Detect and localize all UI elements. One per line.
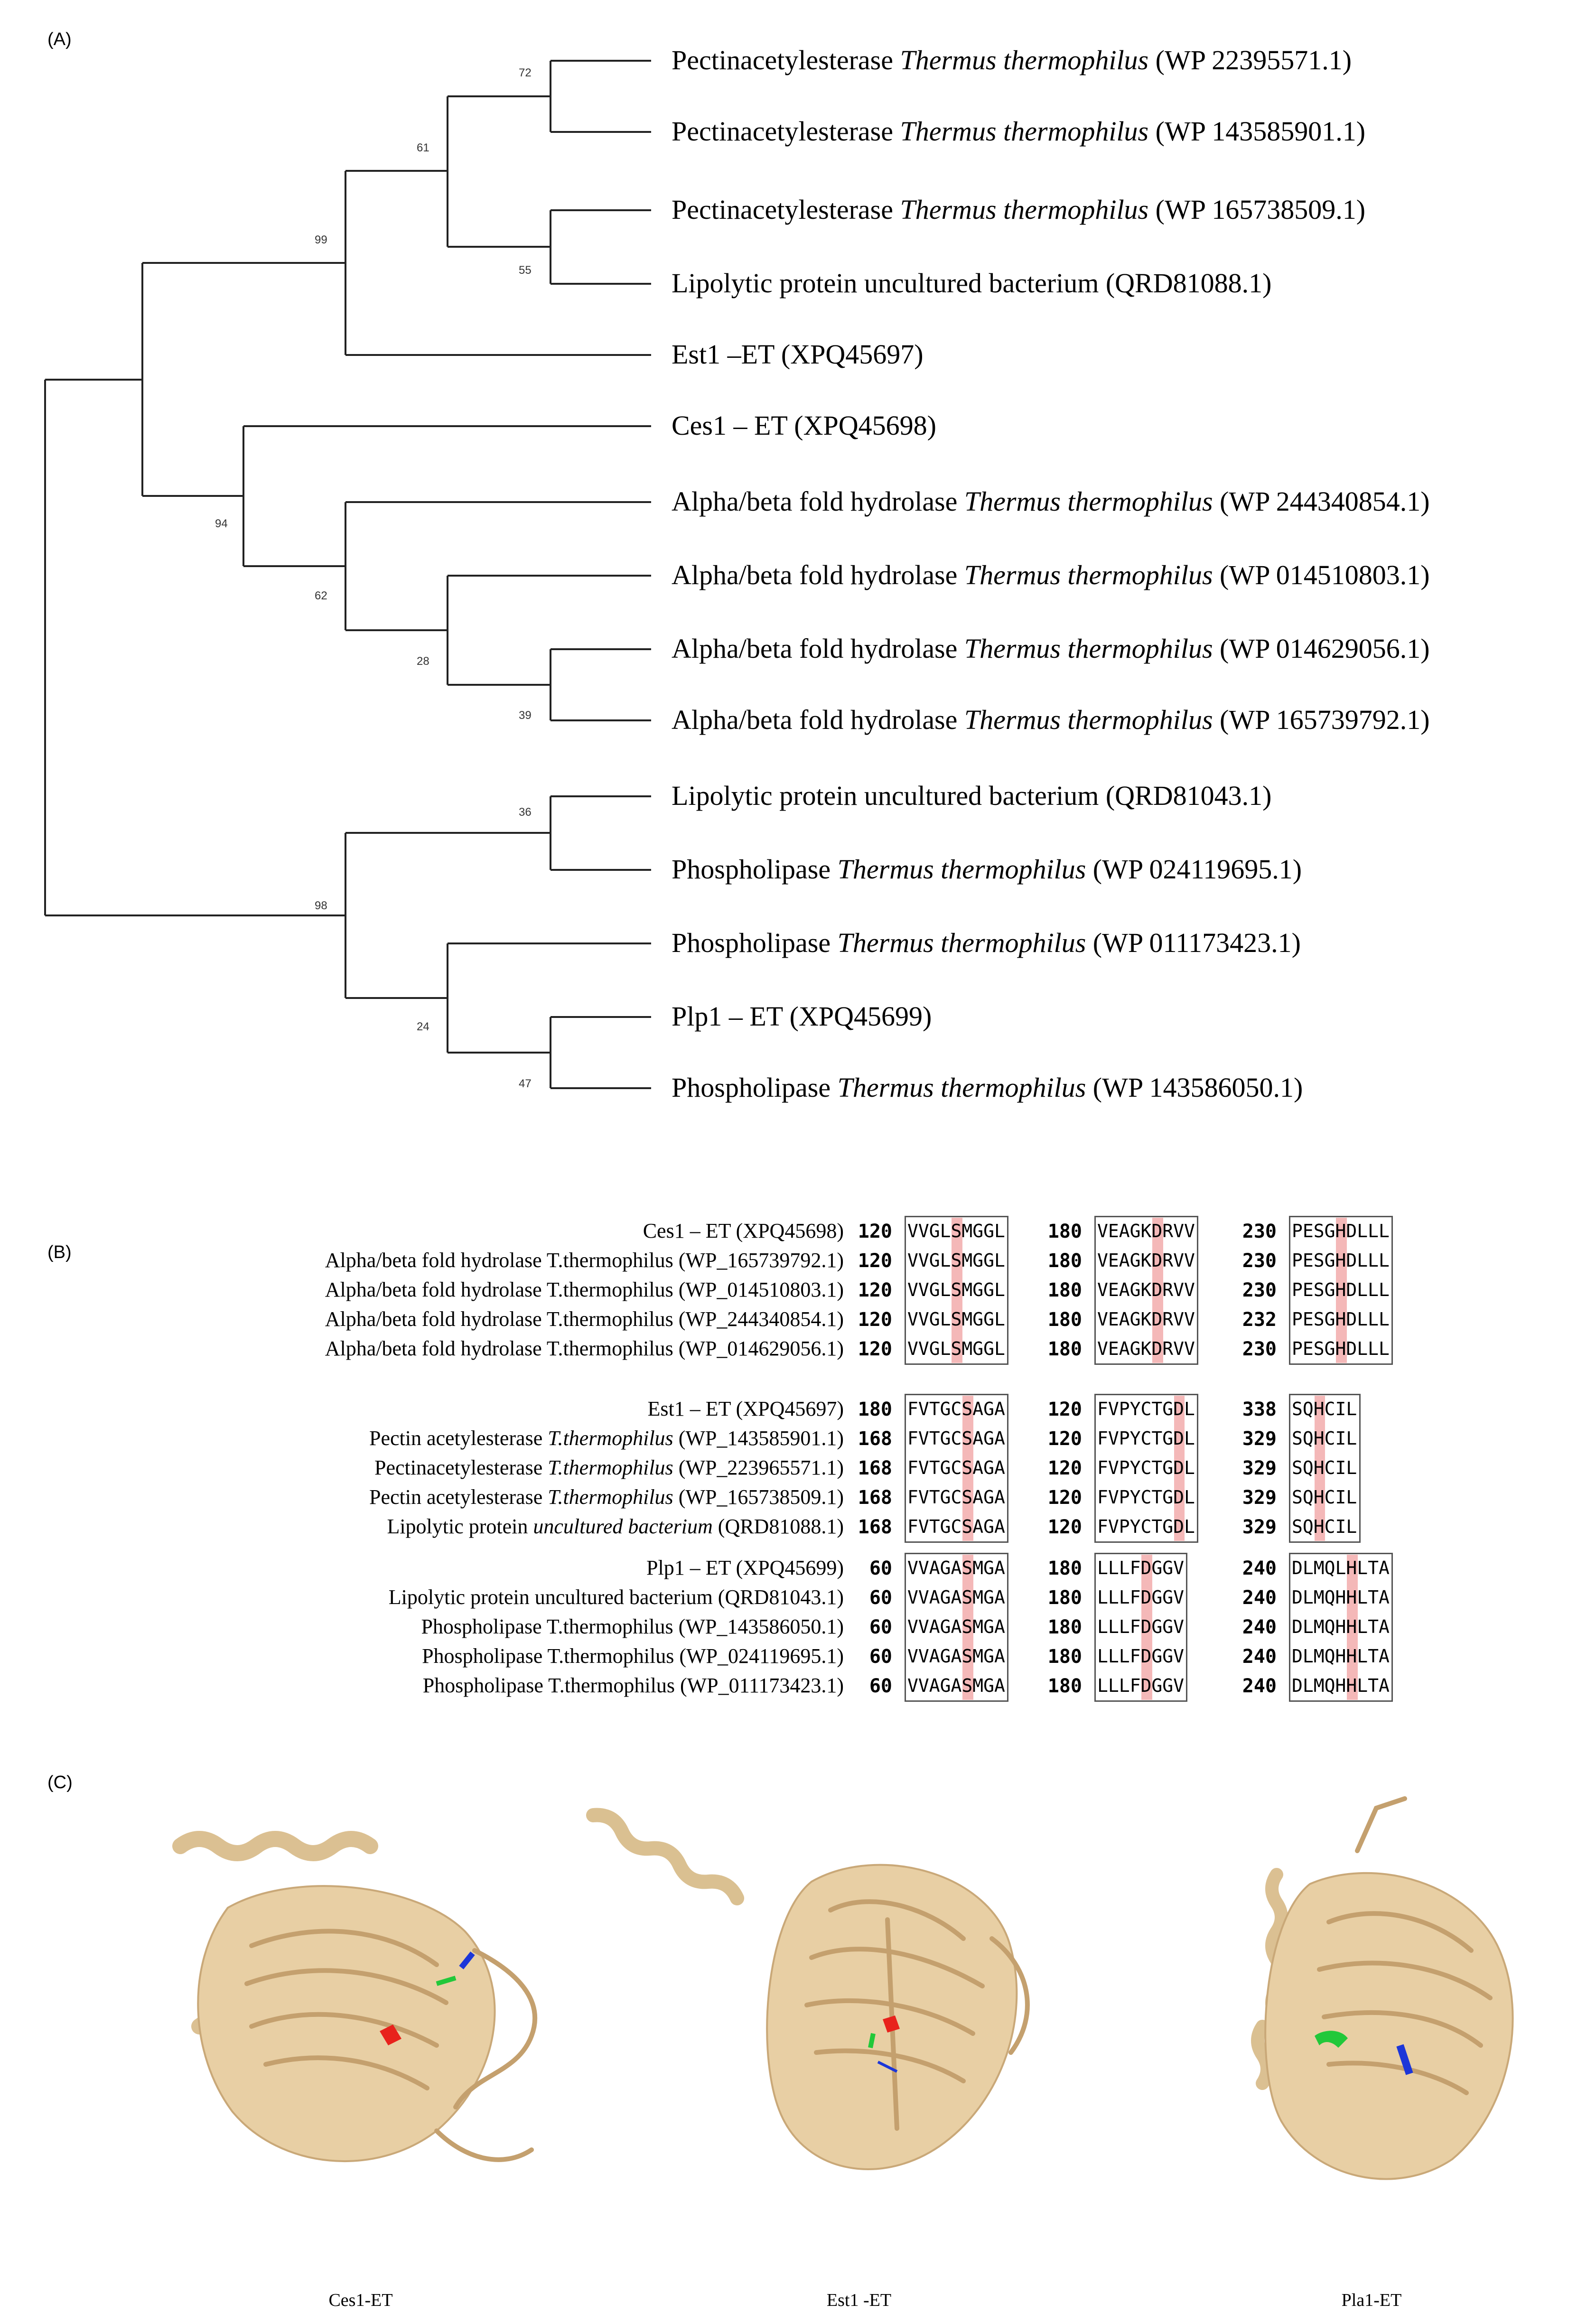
residue-position: 240 bbox=[1242, 1587, 1277, 1609]
panel-label-b: (B) bbox=[47, 1242, 72, 1262]
label-text: (WP 165739792.1) bbox=[1213, 704, 1430, 735]
label-text: Pectinacetylesterase bbox=[672, 45, 900, 75]
sequence-name bbox=[643, 1219, 844, 1243]
label-italic-text: Thermus thermophilus bbox=[900, 45, 1149, 75]
sequence-segment: DLMQHHLTA bbox=[1292, 1616, 1390, 1637]
structure-caption-ces1: Ces1-ET bbox=[328, 2290, 393, 2310]
sequence-segment: PESGHDLLL bbox=[1292, 1221, 1390, 1241]
residue-position: 120 bbox=[1047, 1428, 1082, 1450]
structure-ces1-image bbox=[171, 1827, 598, 2197]
label-italic-text: Thermus thermophilus bbox=[964, 486, 1213, 517]
label-text: Phospholipase T.thermophilus (WP_024119695.1) bbox=[422, 1644, 844, 1668]
label-text: Phospholipase bbox=[672, 1072, 838, 1103]
residue-position: 120 bbox=[858, 1309, 892, 1331]
residue-position: 329 bbox=[1242, 1516, 1277, 1538]
label-text: (WP 22395571.1) bbox=[1148, 45, 1352, 75]
sequence-segment: VVAGASMGA bbox=[907, 1616, 1005, 1637]
alignment-row bbox=[0, 1274, 1596, 1303]
tree-leaf-label bbox=[672, 488, 1430, 515]
sequence-segment: SQHCIL bbox=[1292, 1399, 1357, 1419]
label-italic-text: T.thermophilus bbox=[548, 1485, 673, 1509]
tree-leaf-label bbox=[672, 929, 1301, 957]
alignment-row bbox=[0, 1422, 1596, 1452]
residue-position: 180 bbox=[1047, 1675, 1082, 1697]
sequence-segment: DLMQLHLTA bbox=[1292, 1558, 1390, 1578]
sequence-segment: DLMQHHLTA bbox=[1292, 1675, 1390, 1696]
label-text: Alpha/beta fold hydrolase T.thermophilus (WP_244340854.1) bbox=[325, 1307, 844, 1331]
alignment-row bbox=[0, 1481, 1596, 1511]
residue-position: 120 bbox=[858, 1338, 892, 1360]
label-text: Plp1 – ET (XPQ45699) bbox=[672, 1001, 932, 1032]
label-italic-text: Thermus thermophilus bbox=[900, 194, 1149, 225]
structure-est1-image bbox=[584, 1796, 1082, 2223]
sequence-name bbox=[369, 1485, 844, 1509]
residue-position: 120 bbox=[858, 1250, 892, 1272]
sequence-segment: VVGLSMGGL bbox=[907, 1250, 1005, 1271]
residue-position: 120 bbox=[1047, 1399, 1082, 1420]
tree-leaf-label bbox=[672, 412, 936, 439]
residue-position: 180 bbox=[1047, 1279, 1082, 1301]
sequence-segment: VEAGKDRVV bbox=[1097, 1221, 1195, 1241]
label-italic-text: Thermus thermophilus bbox=[964, 560, 1213, 590]
residue-position: 180 bbox=[1047, 1338, 1082, 1360]
sequence-segment: FVPYCTGDL bbox=[1097, 1428, 1195, 1449]
residue-position: 180 bbox=[1047, 1587, 1082, 1609]
bootstrap-value: 39 bbox=[519, 709, 532, 722]
residue-position: 60 bbox=[869, 1675, 892, 1697]
tree-leaf-label bbox=[672, 47, 1352, 74]
label-text: Pectinacetylesterase bbox=[672, 194, 900, 225]
label-text: Alpha/beta fold hydrolase T.thermophilus (WP_165739792.1) bbox=[325, 1249, 844, 1272]
residue-position: 60 bbox=[869, 1616, 892, 1638]
label-text: Alpha/beta fold hydrolase bbox=[672, 486, 964, 517]
tree-leaf-label bbox=[672, 270, 1271, 297]
residue-position: 240 bbox=[1242, 1675, 1277, 1697]
label-text: (WP 011173423.1) bbox=[1086, 927, 1301, 958]
bootstrap-value: 72 bbox=[519, 66, 532, 79]
sequence-segment: VVGLSMGGL bbox=[907, 1309, 1005, 1330]
label-italic-text: Thermus thermophilus bbox=[837, 1072, 1086, 1103]
sequence-segment: PESGHDLLL bbox=[1292, 1279, 1390, 1300]
sequence-name bbox=[646, 1556, 844, 1580]
label-text: (WP_165738509.1) bbox=[673, 1485, 844, 1509]
tree-leaf-label bbox=[672, 706, 1430, 734]
sequence-segment: VVAGASMGA bbox=[907, 1646, 1005, 1667]
residue-position: 120 bbox=[1047, 1487, 1082, 1509]
alignment-row bbox=[0, 1552, 1596, 1581]
sequence-segment: LLLFDGGV bbox=[1097, 1675, 1185, 1696]
residue-position: 240 bbox=[1242, 1646, 1277, 1668]
label-text: Phospholipase T.thermophilus (WP_011173423.1) bbox=[422, 1674, 844, 1697]
sequence-name bbox=[374, 1455, 844, 1480]
sequence-name bbox=[325, 1336, 844, 1361]
label-text: (WP 024119695.1) bbox=[1086, 854, 1302, 885]
residue-position: 329 bbox=[1242, 1487, 1277, 1509]
residue-position: 230 bbox=[1242, 1221, 1277, 1242]
sequence-segment: PESGHDLLL bbox=[1292, 1338, 1390, 1359]
residue-position: 180 bbox=[1047, 1646, 1082, 1668]
alignment-row bbox=[0, 1393, 1596, 1422]
sequence-name bbox=[325, 1307, 844, 1331]
residue-position: 329 bbox=[1242, 1457, 1277, 1479]
label-italic-text: Thermus thermophilus bbox=[964, 704, 1213, 735]
structure-pla1-image bbox=[1205, 1789, 1585, 2216]
label-text: Lipolytic protein uncultured bacterium (QRD81088.1) bbox=[672, 268, 1272, 299]
sequence-segment: PESGHDLLL bbox=[1292, 1309, 1390, 1330]
sequence-segment: VEAGKDRVV bbox=[1097, 1250, 1195, 1271]
residue-position: 180 bbox=[858, 1399, 892, 1420]
alignment-row bbox=[0, 1611, 1596, 1640]
alignment-row bbox=[0, 1244, 1596, 1274]
alignment-row bbox=[0, 1215, 1596, 1244]
sequence-segment: VVGLSMGGL bbox=[907, 1279, 1005, 1300]
sequence-name bbox=[423, 1673, 844, 1698]
tree-leaf-label bbox=[672, 196, 1365, 224]
label-italic-text: Thermus thermophilus bbox=[964, 633, 1213, 664]
bootstrap-value: 28 bbox=[417, 655, 429, 668]
sequence-segment: VVAGASMGA bbox=[907, 1675, 1005, 1696]
tree-leaf-label bbox=[672, 782, 1271, 810]
residue-position: 180 bbox=[1047, 1309, 1082, 1331]
label-text: (WP 244340854.1) bbox=[1213, 486, 1430, 517]
sequence-name bbox=[422, 1644, 844, 1668]
sequence-name bbox=[369, 1426, 844, 1450]
residue-position: 60 bbox=[869, 1558, 892, 1579]
residue-position: 230 bbox=[1242, 1338, 1277, 1360]
bootstrap-value: 36 bbox=[519, 806, 532, 819]
sequence-segment: SQHCIL bbox=[1292, 1487, 1357, 1508]
tree-leaf-label bbox=[672, 1074, 1303, 1101]
label-text: Lipolytic protein bbox=[387, 1515, 533, 1538]
alignment-row bbox=[0, 1511, 1596, 1540]
bootstrap-value: 55 bbox=[519, 264, 532, 277]
label-italic-text: Thermus thermophilus bbox=[837, 854, 1086, 885]
residue-position: 232 bbox=[1242, 1309, 1277, 1331]
sequence-segment: FVTGCSAGA bbox=[907, 1399, 1005, 1419]
bootstrap-value: 61 bbox=[417, 141, 429, 154]
label-text: (WP_143585901.1) bbox=[673, 1427, 844, 1450]
tree-leaf-label bbox=[672, 856, 1302, 883]
tree-leaf-label bbox=[672, 1003, 932, 1030]
tree-leaf-label bbox=[672, 341, 924, 368]
residue-position: 120 bbox=[858, 1221, 892, 1242]
alignment-row bbox=[0, 1581, 1596, 1611]
sequence-segment: FVPYCTGDL bbox=[1097, 1457, 1195, 1478]
residue-position: 120 bbox=[1047, 1457, 1082, 1479]
label-text: Phospholipase bbox=[672, 927, 838, 958]
sequence-segment: VVAGASMGA bbox=[907, 1558, 1005, 1578]
label-text: Pectinacetylesterase bbox=[672, 116, 900, 147]
label-text: (QRD81088.1) bbox=[712, 1515, 844, 1538]
residue-position: 338 bbox=[1242, 1399, 1277, 1420]
structure-caption-pla1: Pla1-ET bbox=[1341, 2290, 1402, 2310]
sequence-name bbox=[389, 1585, 844, 1609]
residue-position: 230 bbox=[1242, 1279, 1277, 1301]
sequence-name bbox=[387, 1514, 844, 1539]
label-text: Lipolytic protein uncultured bacterium (QRD81043.1) bbox=[672, 780, 1272, 811]
label-text: (WP_223965571.1) bbox=[673, 1456, 844, 1479]
sequence-segment: VVGLSMGGL bbox=[907, 1338, 1005, 1359]
sequence-name bbox=[647, 1397, 844, 1421]
label-text: Est1 –ET (XPQ45697) bbox=[672, 339, 924, 370]
sequence-segment: VVGLSMGGL bbox=[907, 1221, 1005, 1241]
label-text: Alpha/beta fold hydrolase bbox=[672, 704, 964, 735]
residue-position: 60 bbox=[869, 1646, 892, 1668]
label-italic-text: T.thermophilus bbox=[548, 1427, 673, 1450]
label-text: Lipolytic protein uncultured bacterium (QRD81043.1) bbox=[388, 1586, 844, 1609]
sequence-segment: FVTGCSAGA bbox=[907, 1487, 1005, 1508]
label-text: Phospholipase T.thermophilus (WP_143586050.1) bbox=[421, 1615, 844, 1638]
alignment-row bbox=[0, 1303, 1596, 1333]
sequence-segment: DLMQHHLTA bbox=[1292, 1646, 1390, 1667]
residue-position: 180 bbox=[1047, 1250, 1082, 1272]
sequence-segment: VVAGASMGA bbox=[907, 1587, 1005, 1608]
sequence-segment: VEAGKDRVV bbox=[1097, 1338, 1195, 1359]
residue-position: 168 bbox=[858, 1487, 892, 1509]
alignment-row bbox=[0, 1640, 1596, 1670]
label-text: Ces1 – ET (XPQ45698) bbox=[672, 410, 936, 441]
sequence-segment: LLLFDGGV bbox=[1097, 1587, 1185, 1608]
bootstrap-value: 47 bbox=[519, 1077, 532, 1090]
sequence-name bbox=[325, 1278, 844, 1302]
sequence-segment: SQHCIL bbox=[1292, 1516, 1357, 1537]
sequence-segment: FVTGCSAGA bbox=[907, 1516, 1005, 1537]
label-text: (WP 143585901.1) bbox=[1148, 116, 1366, 147]
residue-position: 168 bbox=[858, 1428, 892, 1450]
bootstrap-value: 99 bbox=[315, 233, 327, 246]
tree-leaf-label bbox=[672, 118, 1365, 145]
sequence-segment: DLMQHHLTA bbox=[1292, 1587, 1390, 1608]
bootstrap-value: 94 bbox=[215, 517, 228, 530]
residue-position: 168 bbox=[858, 1516, 892, 1538]
sequence-segment: PESGHDLLL bbox=[1292, 1250, 1390, 1271]
sequence-segment: SQHCIL bbox=[1292, 1428, 1357, 1449]
sequence-segment: SQHCIL bbox=[1292, 1457, 1357, 1478]
sequence-segment: FVPYCTGDL bbox=[1097, 1516, 1195, 1537]
label-italic-text: uncultured bacterium bbox=[533, 1515, 713, 1538]
residue-position: 168 bbox=[858, 1457, 892, 1479]
alignment-row bbox=[0, 1670, 1596, 1699]
residue-position: 180 bbox=[1047, 1616, 1082, 1638]
label-text: (WP 014510803.1) bbox=[1213, 560, 1430, 590]
sequence-segment: FVTGCSAGA bbox=[907, 1428, 1005, 1449]
label-text: Alpha/beta fold hydrolase T.thermophilus (WP_014629056.1) bbox=[325, 1337, 844, 1360]
panel-label-a: (A) bbox=[47, 29, 72, 49]
label-text: Alpha/beta fold hydrolase bbox=[672, 560, 964, 590]
active-site-aspartate-mark bbox=[870, 2034, 873, 2048]
structure-caption-est1: Est1 -ET bbox=[826, 2290, 892, 2310]
label-italic-text: Thermus thermophilus bbox=[837, 927, 1086, 958]
label-text: (WP 014629056.1) bbox=[1213, 633, 1430, 664]
residue-position: 329 bbox=[1242, 1428, 1277, 1450]
label-text: (WP 143586050.1) bbox=[1086, 1072, 1303, 1103]
panel-label-c: (C) bbox=[47, 1773, 73, 1792]
sequence-segment: VEAGKDRVV bbox=[1097, 1279, 1195, 1300]
residue-position: 240 bbox=[1242, 1558, 1277, 1579]
sequence-segment: LLLFDGGV bbox=[1097, 1646, 1185, 1667]
label-text: Phospholipase bbox=[672, 854, 838, 885]
label-italic-text: Thermus thermophilus bbox=[900, 116, 1149, 147]
sequence-segment: LLLFDGGV bbox=[1097, 1616, 1185, 1637]
label-text: Pectin acetylesterase bbox=[369, 1427, 548, 1450]
sequence-segment: LLLFDGGV bbox=[1097, 1558, 1185, 1578]
residue-position: 180 bbox=[1047, 1558, 1082, 1579]
sequence-name bbox=[421, 1614, 844, 1639]
label-text: Pectin acetylesterase bbox=[369, 1485, 548, 1509]
residue-position: 180 bbox=[1047, 1221, 1082, 1242]
residue-position: 60 bbox=[869, 1587, 892, 1609]
tree-leaf-label bbox=[672, 635, 1430, 662]
sequence-name bbox=[325, 1248, 844, 1272]
label-text: Pectinacetylesterase bbox=[374, 1456, 548, 1479]
sequence-segment: FVPYCTGDL bbox=[1097, 1487, 1195, 1508]
sequence-segment: FVTGCSAGA bbox=[907, 1457, 1005, 1478]
residue-position: 120 bbox=[858, 1279, 892, 1301]
tree-leaf-label bbox=[672, 561, 1430, 589]
label-text: (WP 165738509.1) bbox=[1148, 194, 1366, 225]
residue-position: 230 bbox=[1242, 1250, 1277, 1272]
label-text: Alpha/beta fold hydrolase bbox=[672, 633, 964, 664]
residue-position: 120 bbox=[1047, 1516, 1082, 1538]
label-text: Ces1 – ET (XPQ45698) bbox=[643, 1219, 844, 1242]
bootstrap-value: 24 bbox=[417, 1020, 429, 1033]
label-text: Est1 – ET (XPQ45697) bbox=[647, 1397, 844, 1420]
residue-position: 240 bbox=[1242, 1616, 1277, 1638]
label-italic-text: T.thermophilus bbox=[548, 1456, 673, 1479]
alignment-row bbox=[0, 1452, 1596, 1481]
label-text: Plp1 – ET (XPQ45699) bbox=[646, 1556, 844, 1579]
sequence-segment: FVPYCTGDL bbox=[1097, 1399, 1195, 1419]
sequence-segment: VEAGKDRVV bbox=[1097, 1309, 1195, 1330]
alignment-row bbox=[0, 1333, 1596, 1362]
bootstrap-value: 62 bbox=[315, 589, 327, 602]
bootstrap-value: 98 bbox=[315, 899, 327, 912]
tree-branches bbox=[45, 61, 651, 1088]
label-text: Alpha/beta fold hydrolase T.thermophilus (WP_014510803.1) bbox=[325, 1278, 844, 1301]
